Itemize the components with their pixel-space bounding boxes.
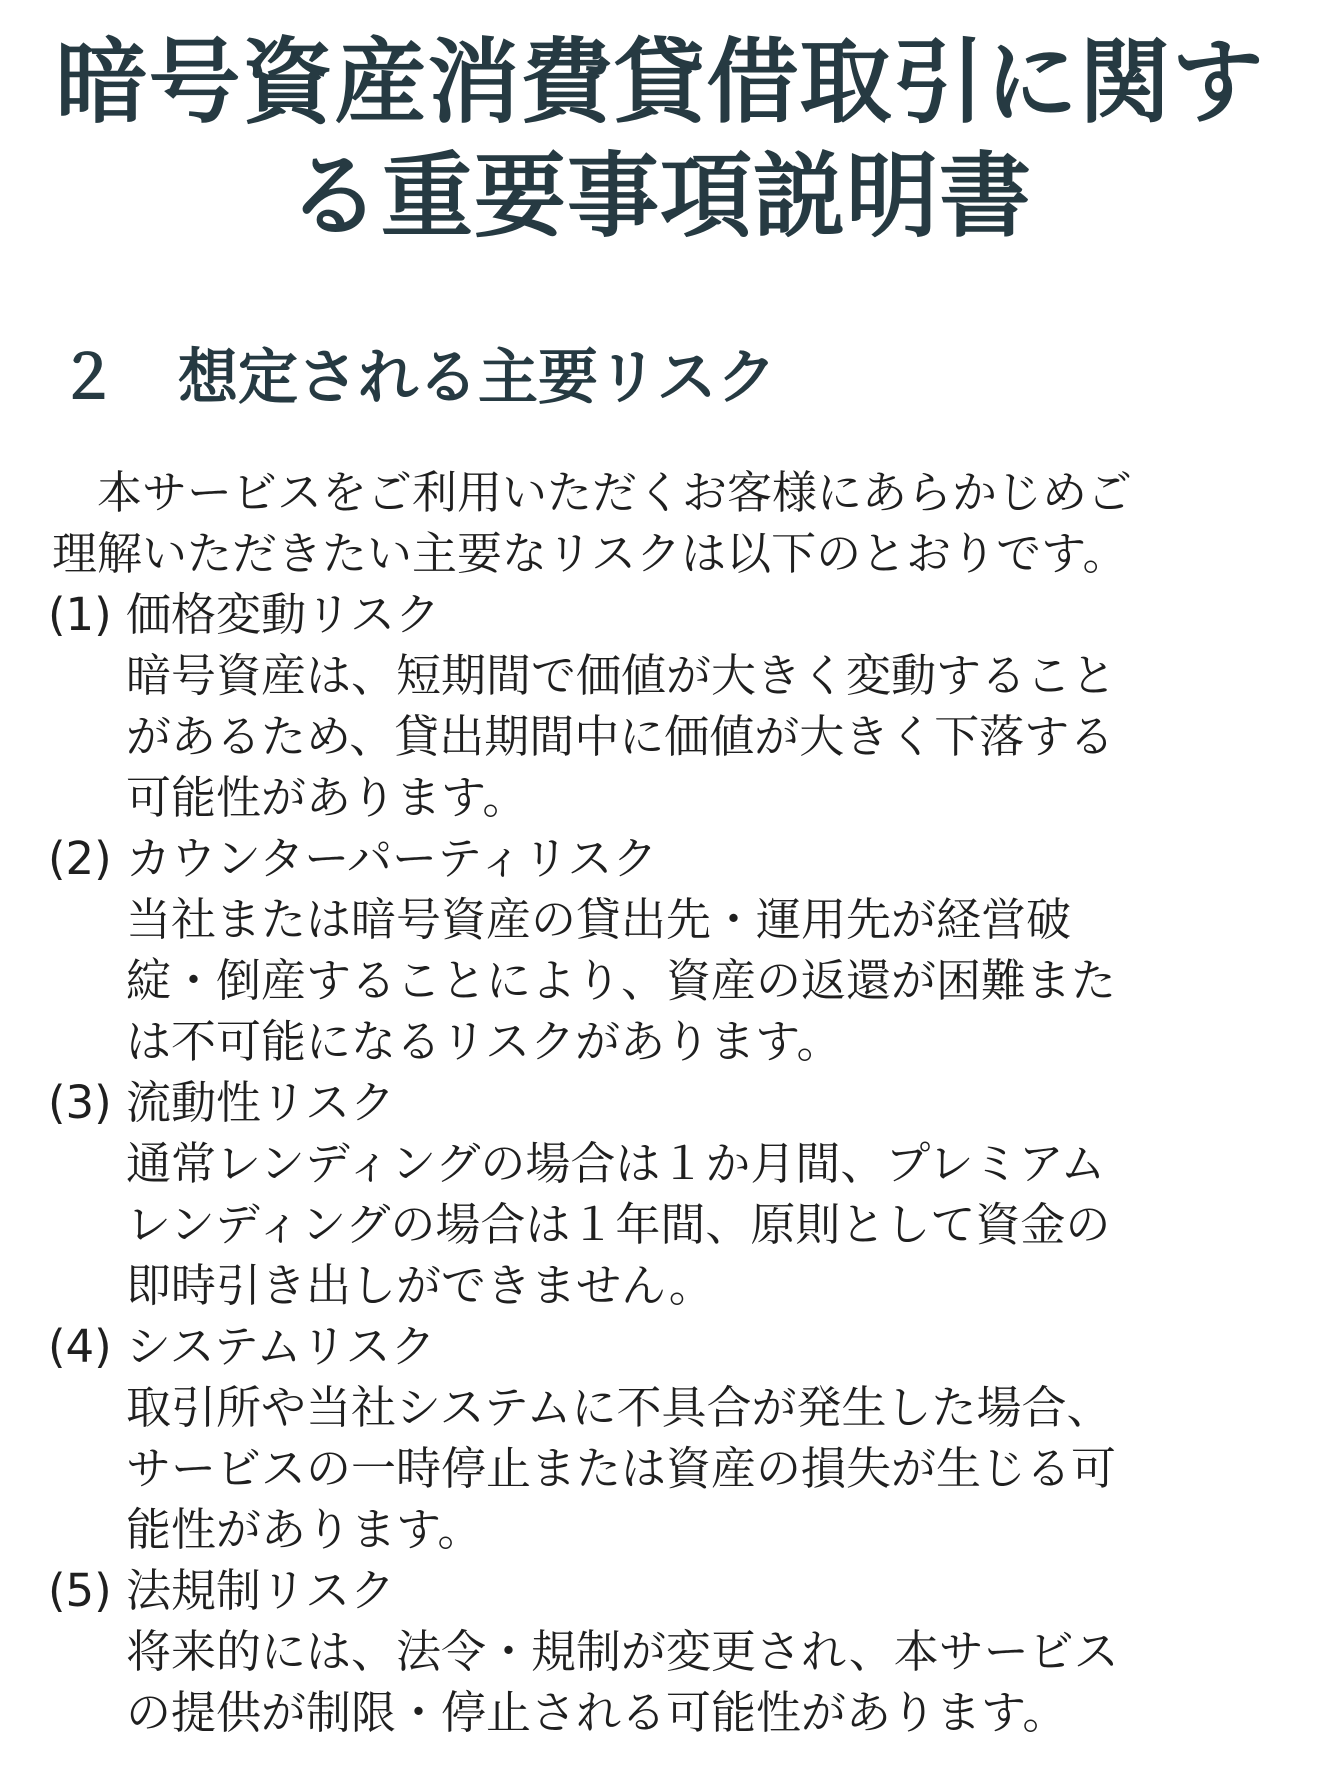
risk-number: (5)	[48, 1564, 112, 1617]
risk-description-line: の提供が制限・停止される可能性があります。	[126, 1686, 1068, 1739]
risk-title-text: 価格変動リスク	[126, 588, 441, 641]
risk-title-text: カウンターパーティリスク	[126, 832, 658, 885]
risk-description-line: 将来的には、法令・規制が変更され、本サービス	[126, 1625, 1119, 1678]
intro-line: 本サービスをご利用いただくお客様にあらかじめご	[52, 466, 1133, 519]
document-title-line: る重要事項説明書	[287, 143, 1032, 250]
risk-title	[48, 1560, 1278, 1621]
risk-title-text: 流動性リスク	[126, 1076, 396, 1129]
risk-description-line: 綻・倒産することにより、資産の返還が困難また	[126, 954, 1117, 1007]
risk-description-line: レンディングの場合は１年間、原則として資金の	[126, 1198, 1111, 1251]
risk-title-text: システムリスク	[126, 1320, 436, 1373]
risk-number: (1)	[48, 588, 112, 641]
risk-description-line: 暗号資産は、短期間で価値が大きく変動すること	[126, 649, 1117, 702]
risk-title	[48, 584, 1278, 645]
risk-item-regulatory	[48, 1560, 1278, 1743]
risk-list	[48, 584, 1278, 1743]
risk-item-counterparty	[48, 828, 1278, 1072]
risk-title	[48, 828, 1278, 889]
risk-description-line: があるため、貸出期間中に価値が大きく下落する	[126, 710, 1115, 763]
risk-item-system	[48, 1316, 1278, 1560]
risk-description-line: 通常レンディングの場合は１か月間、プレミアム	[126, 1137, 1106, 1190]
risk-description-line: 取引所や当社システムに不具合が発生した場合、	[126, 1381, 1112, 1434]
document-title	[30, 26, 1290, 254]
section-intro	[52, 462, 1272, 584]
risk-description-line: サービスの一時停止または資産の損失が生じる可	[126, 1442, 1117, 1495]
risk-description-line: 可能性があります。	[126, 771, 528, 824]
risk-description	[48, 645, 1278, 828]
risk-description-line: 当社または暗号資産の貸出先・運用先が経営破	[126, 893, 1072, 946]
intro-line: 理解いただきたい主要なリスクは以下のとおりです。	[52, 527, 1128, 580]
risk-number: (2)	[48, 832, 112, 885]
risk-title-text: 法規制リスク	[126, 1564, 396, 1617]
risk-description-line: 能性があります。	[126, 1503, 483, 1556]
risk-description	[48, 1621, 1278, 1743]
risk-number: (4)	[48, 1320, 112, 1373]
risk-description	[48, 1133, 1278, 1316]
risk-title	[48, 1316, 1278, 1377]
risk-title	[48, 1072, 1278, 1133]
section-heading: ２ 想定される主要リスク	[58, 343, 777, 413]
risk-description	[48, 889, 1278, 1072]
risk-item-price-volatility	[48, 584, 1278, 828]
risk-description	[48, 1377, 1278, 1560]
risk-number: (3)	[48, 1076, 112, 1129]
risk-description-line: 即時引き出しができません。	[126, 1259, 714, 1312]
risk-item-liquidity	[48, 1072, 1278, 1316]
risk-description-line: は不可能になるリスクがあります。	[126, 1015, 842, 1068]
document-title-line: 暗号資産消費貸借取引に関す	[55, 29, 1265, 136]
